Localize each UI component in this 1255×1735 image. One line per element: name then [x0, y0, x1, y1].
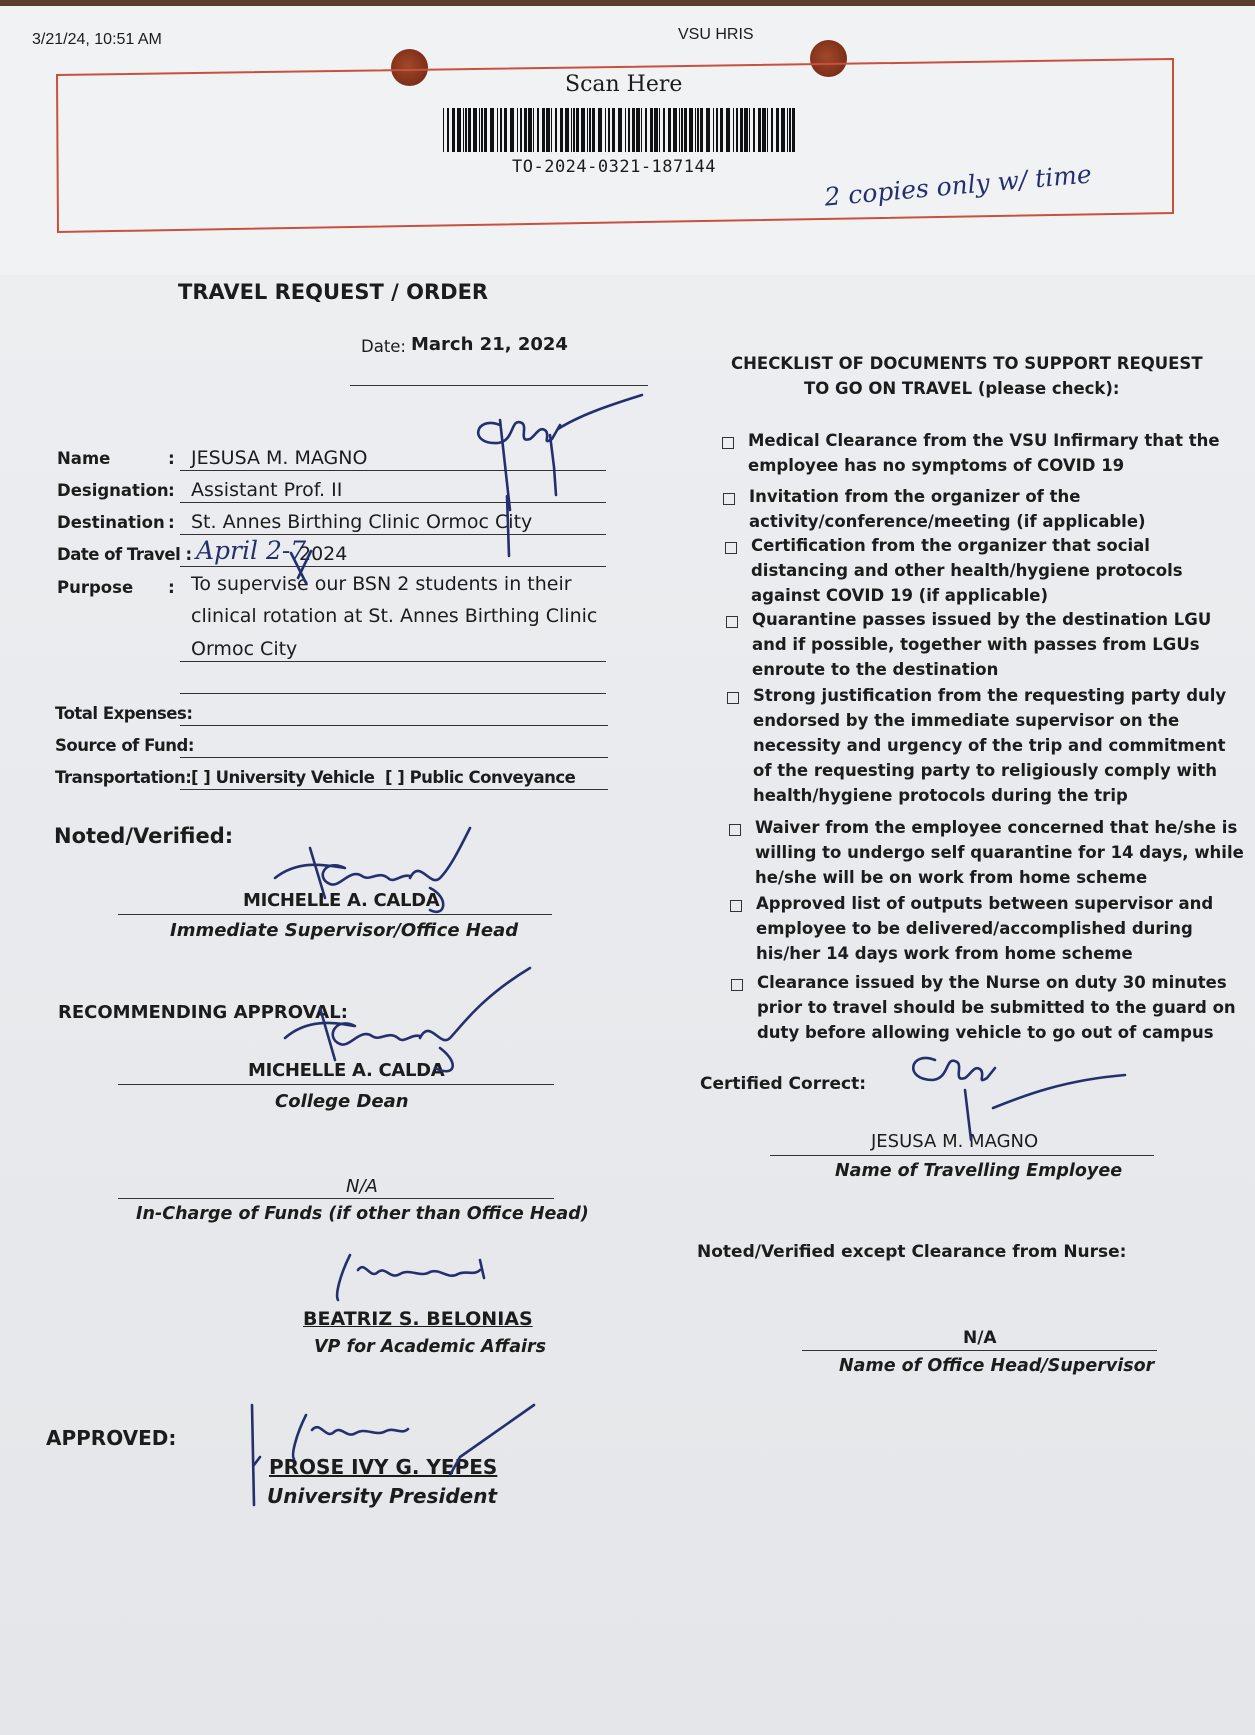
- destination-label: Destination: [57, 513, 165, 532]
- checklist-item-3-line-2: distancing and other health/hygiene protocols: [751, 561, 1183, 580]
- barcode-bar: [789, 108, 791, 152]
- checklist-item-2-line-1: Invitation from the organizer of the: [749, 487, 1081, 506]
- certified-correct-label: Certified Correct:: [700, 1074, 867, 1094]
- barcode-bar: [468, 108, 471, 152]
- barcode-bar: [736, 108, 738, 152]
- designation-value: Assistant Prof. II: [191, 479, 343, 501]
- dean-title: College Dean: [275, 1091, 409, 1112]
- travelling-employee-title: Name of Travelling Employee: [835, 1161, 1123, 1181]
- barcode-bar: [605, 108, 606, 152]
- destination-colon: :: [168, 513, 175, 533]
- barcode-bar: [641, 108, 642, 152]
- barcode-bar: [668, 108, 671, 152]
- checklist-item-6-line-2: willing to undergo self quarantine for 14 days, while: [755, 843, 1244, 862]
- barcode-bar: [447, 108, 449, 152]
- total-expenses-underline: [180, 725, 608, 726]
- checklist-item-8-line-1: Clearance issued by the Nurse on duty 30 minutes: [757, 973, 1227, 992]
- purpose-line-1: To supervise our BSN 2 students in their: [191, 573, 572, 595]
- barcode-bar: [546, 108, 550, 152]
- destination-value: St. Annes Birthing Clinic Ormoc City: [191, 511, 533, 533]
- dean-name: MICHELLE A. CALDA: [248, 1060, 445, 1081]
- checklist-item-5-line-1: Strong justification from the requesting party duly: [753, 686, 1227, 705]
- funds-title: In-Charge of Funds (if other than Office Head): [136, 1204, 589, 1224]
- form-title: TRAVEL REQUEST / ORDER: [178, 280, 489, 304]
- barcode-bar: [481, 108, 483, 152]
- designation-tick-mark: [505, 496, 515, 556]
- scan-label: Scan Here: [565, 72, 683, 97]
- name-colon: :: [168, 449, 175, 469]
- funds-value: N/A: [346, 1176, 378, 1197]
- barcode-bar: [706, 108, 710, 152]
- signature-calda-2: [280, 968, 540, 1078]
- barcode-bar: [592, 108, 595, 152]
- vp-name: BEATRIZ S. BELONIAS: [303, 1308, 533, 1330]
- purpose-colon: :: [168, 578, 175, 598]
- barcode-bar: [587, 108, 588, 152]
- purpose-line-2: clinical rotation at St. Annes Birthing Clinic: [191, 605, 598, 627]
- dean-signature-line: [118, 1084, 554, 1085]
- checklist-checkbox-2[interactable]: [723, 493, 735, 505]
- barcode-bar: [744, 108, 748, 152]
- barcode-bar: [504, 108, 507, 152]
- checklist-title-2: TO GO ON TRAVEL (please check):: [804, 379, 1120, 398]
- checklist-checkbox-3[interactable]: [725, 542, 737, 554]
- barcode-bar: [771, 108, 773, 152]
- barcode-bar: [598, 108, 602, 152]
- barcode-bar: [697, 108, 699, 152]
- barcode-bar: [452, 108, 455, 152]
- barcode-bar: [762, 108, 766, 152]
- barcode-bar: [484, 108, 487, 152]
- barcode-bar: [618, 108, 622, 152]
- checklist-checkbox-1[interactable]: [722, 437, 734, 449]
- checklist-checkbox-6[interactable]: [729, 824, 741, 836]
- checklist-item-5-line-5: health/hygiene protocols during the trip: [753, 786, 1128, 805]
- barcode-bar: [673, 108, 677, 152]
- barcode-bar: [510, 108, 514, 152]
- checklist-item-7-line-2: employee to be delivered/accomplished during: [756, 919, 1193, 938]
- barcode-bar: [555, 108, 557, 152]
- barcode-bar: [792, 108, 795, 152]
- barcode-bar: [625, 108, 626, 152]
- barcode-bar: [443, 108, 444, 152]
- barcode-bar: [517, 108, 518, 152]
- barcode-bar: [497, 108, 498, 152]
- handwritten-note: 2 copies only w/ time: [823, 159, 1093, 212]
- barcode-bar: [695, 108, 696, 152]
- checklist-item-5-line-4: of the requesting party to religiously comply with: [753, 761, 1217, 780]
- barcode-bar: [681, 108, 683, 152]
- name-value: JESUSA M. MAGNO: [191, 447, 368, 469]
- designation-label: Designation: [57, 481, 169, 500]
- handwritten-correction-mark: [286, 548, 326, 588]
- barcode-bar: [560, 108, 563, 152]
- date-of-travel-handwritten: April 2-7: [196, 536, 307, 565]
- barcode-bar: [576, 108, 579, 152]
- source-of-fund-underline: [180, 757, 608, 758]
- travelling-employee-name: JESUSA M. MAGNO: [871, 1131, 1039, 1152]
- checklist-item-6-line-3: he/she will be on work from home scheme: [755, 868, 1148, 887]
- barcode-bar: [524, 108, 527, 152]
- date-of-travel-underline: [180, 566, 606, 567]
- office-head-signature-line: [802, 1350, 1157, 1351]
- checklist-checkbox-7[interactable]: [730, 900, 742, 912]
- date-value: March 21, 2024: [411, 334, 568, 355]
- transportation-label: Transportation:: [55, 768, 192, 787]
- noted-verified-label: Noted/Verified:: [54, 824, 234, 848]
- checklist-item-6-line-1: Waiver from the employee concerned that he/she is: [755, 818, 1238, 837]
- checklist-item-4-line-3: enroute to the destination: [752, 660, 999, 679]
- barcode[interactable]: [443, 108, 795, 152]
- checklist-item-1-line-1: Medical Clearance from the VSU Infirmary that the: [748, 431, 1220, 450]
- barcode-number: TO-2024-0321-187144: [512, 157, 716, 177]
- checklist-item-5-line-3: necessity and urgency of the trip and commitment: [753, 736, 1226, 755]
- barcode-bar: [659, 108, 660, 152]
- barcode-bar: [749, 108, 750, 152]
- date-of-travel-year: 2024: [299, 543, 348, 565]
- transport-option-public-conveyance[interactable]: [ ] Public Conveyance: [385, 768, 576, 787]
- barcode-bar: [465, 108, 467, 152]
- barcode-bar: [537, 108, 539, 152]
- checklist-item-4-line-2: and if possible, together with passes from LGUs: [752, 635, 1200, 654]
- barcode-bar: [720, 108, 723, 152]
- checklist-item-1-line-2: employee has no symptoms of COVID 19: [748, 456, 1125, 475]
- supervisor-name: MICHELLE A. CALDA: [243, 890, 440, 911]
- purpose-underline-2: [180, 693, 606, 694]
- print-timestamp: 3/21/24, 10:51 AM: [32, 31, 162, 48]
- barcode-bar: [758, 108, 761, 152]
- checklist-checkbox-4[interactable]: [726, 616, 738, 628]
- barcode-bar: [650, 108, 653, 152]
- checklist-item-4-line-1: Quarantine passes issued by the destination LGU: [752, 610, 1212, 629]
- checklist-item-8-line-2: prior to travel should be submitted to the guard on: [757, 998, 1236, 1017]
- barcode-bar: [716, 108, 718, 152]
- date-underline: [350, 385, 648, 386]
- purpose-underline-1: [180, 661, 606, 662]
- barcode-bar: [726, 108, 730, 152]
- barcode-bar: [684, 108, 687, 152]
- signature-yepes: [246, 1405, 526, 1515]
- barcode-bar: [551, 108, 552, 152]
- signature-magno-bottom: [905, 1050, 1125, 1160]
- barcode-bar: [645, 108, 647, 152]
- barcode-bar: [490, 108, 494, 152]
- barcode-bar: [632, 108, 635, 152]
- transport-option-university-vehicle[interactable]: [ ] University Vehicle: [191, 768, 375, 787]
- barcode-bar: [571, 108, 572, 152]
- barcode-bar: [612, 108, 615, 152]
- barcode-bar: [663, 108, 665, 152]
- checklist-title-1: CHECKLIST OF DOCUMENTS TO SUPPORT REQUEST: [731, 354, 1203, 373]
- barcode-bar: [636, 108, 640, 152]
- system-name: VSU HRIS: [678, 26, 754, 43]
- background-edge: [0, 0, 1255, 6]
- checklist-item-5-line-2: endorsed by the immediate supervisor on the: [753, 711, 1180, 730]
- signature-calda-1: [270, 828, 490, 928]
- barcode-bar: [608, 108, 610, 152]
- barcode-bar: [473, 108, 477, 152]
- approved-label: APPROVED:: [46, 1426, 177, 1450]
- transportation-underline: [180, 789, 608, 790]
- name-label: Name: [57, 449, 111, 468]
- checklist-item-2-line-2: activity/conference/meeting (if applicable): [749, 512, 1146, 531]
- checklist-item-3-line-1: Certification from the organizer that social: [751, 536, 1150, 555]
- office-head-value: N/A: [963, 1328, 997, 1348]
- barcode-bar: [767, 108, 768, 152]
- barcode-bar: [565, 108, 569, 152]
- checklist-item-7-line-1: Approved list of outputs between supervisor and: [756, 894, 1214, 913]
- barcode-bar: [689, 108, 693, 152]
- barcode-bar: [528, 108, 532, 152]
- barcode-bar: [733, 108, 734, 152]
- recommending-approval-label: RECOMMENDING APPROVAL:: [58, 1002, 348, 1023]
- supervisor-title: Immediate Supervisor/Office Head: [170, 920, 519, 941]
- barcode-bar: [463, 108, 464, 152]
- designation-colon: :: [168, 481, 175, 501]
- barcode-bar: [573, 108, 575, 152]
- barcode-bar: [776, 108, 779, 152]
- source-of-fund-label: Source of Fund:: [55, 736, 194, 755]
- noted-except-label: Noted/Verified except Clearance from Nurse:: [697, 1242, 1127, 1262]
- barcode-bar: [500, 108, 502, 152]
- barcode-bar: [654, 108, 658, 152]
- barcode-bar: [679, 108, 680, 152]
- barcode-bar: [628, 108, 630, 152]
- barcode-bar: [457, 108, 461, 152]
- barcode-bar: [479, 108, 480, 152]
- total-expenses-label: Total Expenses:: [55, 704, 193, 723]
- date-of-travel-label: Date of Travel :: [57, 545, 192, 564]
- checklist-item-8-line-3: duty before allowing vehicle to go out of campus: [757, 1023, 1214, 1042]
- barcode-bar: [520, 108, 522, 152]
- signature-belonias: [330, 1250, 510, 1320]
- checklist-item-7-line-3: his/her 14 days work from home scheme: [756, 944, 1133, 963]
- president-name: PROSE IVY G. YEPES: [269, 1455, 498, 1479]
- checklist-checkbox-8[interactable]: [731, 979, 743, 991]
- vp-title: VP for Academic Affairs: [314, 1337, 547, 1357]
- barcode-bar: [740, 108, 743, 152]
- barcode-bar: [589, 108, 591, 152]
- checklist-item-3-line-3: against COVID 19 (if applicable): [751, 586, 1048, 605]
- president-title: University President: [267, 1484, 498, 1508]
- signature-magno-top: [470, 395, 650, 525]
- date-label: Date:: [361, 337, 406, 356]
- barcode-bar: [781, 108, 785, 152]
- purpose-line-3: Ormoc City: [191, 638, 298, 660]
- barcode-bar: [581, 108, 585, 152]
- office-head-title: Name of Office Head/Supervisor: [839, 1356, 1155, 1376]
- funds-signature-line: [118, 1198, 554, 1199]
- barcode-bar: [533, 108, 534, 152]
- barcode-bar: [542, 108, 545, 152]
- checklist-checkbox-5[interactable]: [727, 692, 739, 704]
- destination-underline: [180, 534, 606, 535]
- barcode-bar: [700, 108, 703, 152]
- purpose-label: Purpose: [57, 578, 134, 597]
- barcode-bar: [713, 108, 714, 152]
- barcode-bar: [753, 108, 755, 152]
- barcode-bar: [787, 108, 788, 152]
